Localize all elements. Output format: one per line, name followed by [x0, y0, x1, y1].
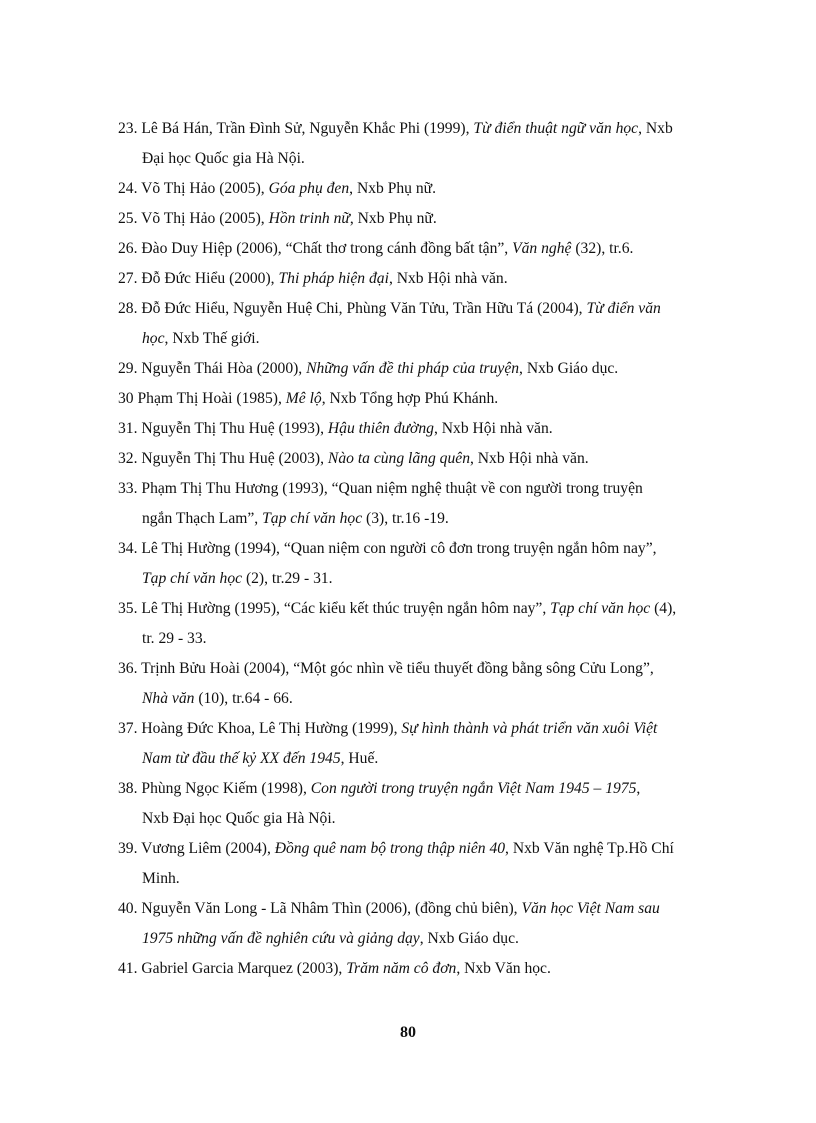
- reference-text: (32), tr.6.: [571, 240, 634, 257]
- reference-item: [118, 474, 763, 534]
- reference-item: [118, 204, 763, 234]
- reference-list: [118, 114, 763, 984]
- reference-line: [118, 390, 498, 407]
- reference-text: ,: [636, 780, 641, 797]
- reference-continuation-line: [118, 144, 763, 174]
- reference-title: Nam từ đầu thế kỷ XX đến 1945: [142, 750, 341, 767]
- reference-line: [118, 120, 673, 137]
- reference-title: Tạp chí văn học: [262, 510, 363, 527]
- reference-title: Con người trong truyện ngắn Việt Nam 1945 – 1975: [310, 780, 637, 797]
- reference-text: 40. Nguyễn Văn Long - Lã Nhâm Thìn (2006), (đồng chủ biên),: [118, 900, 522, 917]
- reference-title: học: [142, 330, 165, 347]
- reference-text: (10), tr.64 - 66.: [194, 690, 293, 707]
- reference-line: [118, 210, 437, 227]
- reference-line: [118, 780, 640, 797]
- reference-title: Văn học Việt Nam sau: [521, 900, 660, 917]
- reference-text: , Nxb Phụ nữ.: [349, 180, 437, 197]
- reference-title: Tạp chí văn học: [550, 600, 651, 617]
- reference-continuation-line: [118, 924, 763, 954]
- reference-text: , Nxb Thế giới.: [164, 330, 260, 347]
- reference-text: 24. Võ Thị Hảo (2005),: [118, 180, 269, 197]
- reference-text: , Nxb Hội nhà văn.: [433, 420, 553, 437]
- reference-line: [118, 660, 654, 677]
- reference-title: Hậu thiên đường: [327, 420, 434, 437]
- reference-title: Hồn trinh nữ: [268, 210, 350, 227]
- reference-item: [118, 834, 763, 894]
- reference-item: [118, 114, 763, 174]
- reference-title: 1975 những vấn đề nghiên cứu và giảng dạy: [142, 930, 420, 947]
- reference-text: 25. Võ Thị Hảo (2005),: [118, 210, 269, 227]
- reference-line: [118, 240, 633, 257]
- reference-line: [118, 360, 618, 377]
- reference-text: (2), tr.29 - 31.: [242, 570, 333, 587]
- reference-continuation-line: [118, 804, 763, 834]
- reference-text: 29. Nguyễn Thái Hòa (2000),: [118, 360, 307, 377]
- reference-continuation-line: [118, 624, 763, 654]
- reference-text: , Nxb Tổng hợp Phú Khánh.: [321, 390, 499, 407]
- reference-line: [118, 540, 657, 557]
- reference-text: , Nxb Phụ nữ.: [349, 210, 437, 227]
- reference-item: [118, 384, 763, 414]
- reference-text: , Nxb Hội nhà văn.: [388, 270, 508, 287]
- reference-text: 33. Phạm Thị Thu Hương (1993), “Quan niệm nghệ thuật về con người trong truyện: [118, 480, 643, 497]
- reference-text: 35. Lê Thị Hường (1995), “Các kiểu kết thúc truyện ngắn hôm nay”,: [118, 600, 551, 617]
- reference-text: , Huế.: [340, 750, 379, 767]
- reference-continuation-line: [118, 864, 763, 894]
- reference-item: [118, 354, 763, 384]
- reference-text: 30 Phạm Thị Hoài (1985),: [118, 390, 286, 407]
- reference-title: Sự hình thành và phát triển văn xuôi Việt: [401, 720, 658, 737]
- reference-title: Văn nghệ: [512, 240, 572, 257]
- reference-title: Thi pháp hiện đại: [278, 270, 389, 287]
- reference-text: 26. Đào Duy Hiệp (2006), “Chất thơ trong cánh đồng bất tận”,: [118, 240, 513, 257]
- reference-text: , Nxb Văn nghệ Tp.Hồ Chí: [505, 840, 674, 857]
- reference-item: [118, 894, 763, 954]
- reference-text: (3), tr.16 -19.: [362, 510, 449, 527]
- reference-line: [118, 300, 661, 317]
- reference-line: [118, 900, 660, 917]
- reference-item: [118, 774, 763, 834]
- reference-title: Nhà văn: [142, 690, 195, 707]
- reference-item: [118, 444, 763, 474]
- reference-text: 37. Hoàng Đức Khoa, Lê Thị Hường (1999),: [118, 720, 402, 737]
- reference-text: (4),: [650, 600, 677, 617]
- reference-line: [118, 600, 676, 617]
- reference-line: [118, 180, 436, 197]
- reference-text: 28. Đỗ Đức Hiểu, Nguyễn Huệ Chi, Phùng Văn Tửu, Trần Hữu Tá (2004),: [118, 300, 587, 317]
- reference-continuation-line: [118, 564, 763, 594]
- reference-item: [118, 264, 763, 294]
- reference-title: Góa phụ đen: [268, 180, 350, 197]
- reference-text: 39. Vương Liêm (2004),: [118, 840, 275, 857]
- reference-title: Đồng quê nam bộ trong thập niên 40: [274, 840, 506, 857]
- reference-item: [118, 234, 763, 264]
- reference-line: [118, 840, 674, 857]
- reference-item: [118, 174, 763, 204]
- reference-line: [118, 450, 589, 467]
- reference-item: [118, 594, 763, 654]
- reference-item: [118, 654, 763, 714]
- reference-continuation-line: [118, 324, 763, 354]
- reference-text: , Nxb: [638, 120, 673, 137]
- reference-text: Nxb Đại học Quốc gia Hà Nội.: [142, 810, 336, 827]
- reference-text: 38. Phùng Ngọc Kiếm (1998),: [118, 780, 311, 797]
- reference-title: Mê lộ: [285, 390, 322, 407]
- reference-text: 32. Nguyễn Thị Thu Huệ (2003),: [118, 450, 328, 467]
- reference-title: Tạp chí văn học: [142, 570, 243, 587]
- reference-text: 41. Gabriel Garcia Marquez (2003),: [118, 960, 347, 977]
- reference-text: Minh.: [142, 870, 180, 887]
- reference-text: , Nxb Giáo dục.: [519, 360, 619, 377]
- reference-text: 31. Nguyễn Thị Thu Huệ (1993),: [118, 420, 328, 437]
- reference-line: [118, 480, 643, 497]
- reference-title: Trăm năm cô đơn: [346, 960, 457, 977]
- reference-continuation-line: [118, 744, 763, 774]
- reference-title: Nào ta cùng lãng quên: [327, 450, 470, 467]
- reference-text: Đại học Quốc gia Hà Nội.: [142, 150, 305, 167]
- reference-text: , Nxb Hội nhà văn.: [470, 450, 589, 467]
- reference-title: Từ điển văn: [586, 300, 661, 317]
- reference-continuation-line: [118, 684, 763, 714]
- reference-text: tr. 29 - 33.: [142, 630, 207, 647]
- reference-item: [118, 414, 763, 444]
- reference-continuation-line: [118, 504, 763, 534]
- reference-text: 23. Lê Bá Hán, Trần Đình Sử, Nguyễn Khắc Phi (1999),: [118, 120, 474, 137]
- reference-title: Những vấn đề thi pháp của truyện: [306, 360, 520, 377]
- reference-line: [118, 960, 551, 977]
- reference-item: [118, 534, 763, 594]
- reference-line: [118, 270, 508, 287]
- reference-item: [118, 294, 763, 354]
- reference-text: 36. Trịnh Bửu Hoài (2004), “Một góc nhìn về tiểu thuyết đồng bằng sông Cửu Long”,: [118, 660, 654, 677]
- reference-text: 34. Lê Thị Hường (1994), “Quan niệm con người cô đơn trong truyện ngắn hôm nay”,: [118, 540, 657, 557]
- reference-title: Từ điển thuật ngữ văn học: [473, 120, 639, 137]
- page-number: 80: [400, 1024, 416, 1041]
- reference-item: [118, 954, 763, 984]
- reference-text: , Nxb Giáo dục.: [419, 930, 519, 947]
- reference-line: [118, 420, 553, 437]
- reference-text: ngắn Thạch Lam”,: [142, 510, 263, 527]
- reference-text: 27. Đỗ Đức Hiểu (2000),: [118, 270, 279, 287]
- reference-line: [118, 720, 657, 737]
- reference-item: [118, 714, 763, 774]
- reference-text: , Nxb Văn học.: [456, 960, 551, 977]
